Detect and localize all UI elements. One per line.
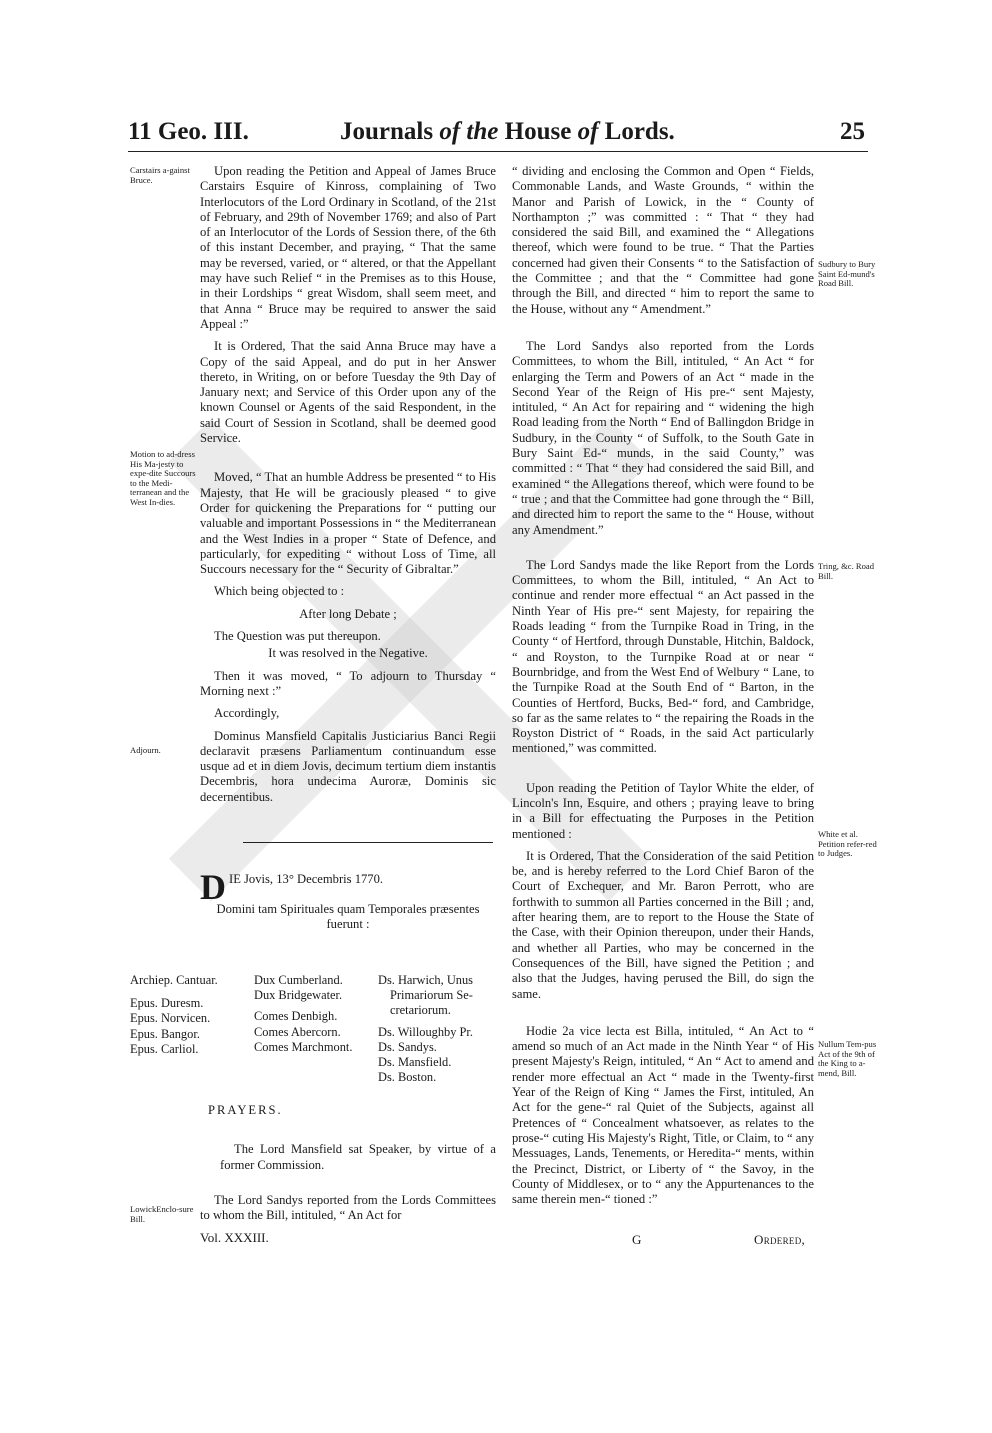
- die-heading: [200, 867, 496, 907]
- negative: It was resolved in the Negative.: [268, 646, 428, 661]
- white-order: It is Ordered, That the Consideration of the said Petition be, and is hereby referred to the Lord Chief Baron of the Court of Exchequer, and Mr. Baron Perrott, who are forthwith to summon all Parties concerned in the Bill ; and, after hearing them, are to report to the House the State of the Case, with their Opinion thereupon, under their Hands, and whether all Parties, who may be concerned in the Consequences of the Bill, have signed the Petition ; and also that the Judges, having perused the Bill, do sign the same.: [512, 848, 814, 1001]
- bruce-order: It is Ordered, That the said Anna Bruce may have a Copy of the said Appeal, and do put in her Answer thereto, in Writing, on or before Tuesday the 9th Day of January next; and Service of this Order upon any of the known Counsel or Agents of the said Respondent, in the said Court of Session in Scotland, shall be deemed good Service.: [200, 339, 496, 446]
- accordingly: Accordingly,: [214, 706, 280, 721]
- list-item: Epus. Duresm.: [130, 996, 204, 1011]
- running-title: [340, 118, 675, 146]
- question: The Question was put thereupon.: [214, 629, 381, 644]
- title-of-2: of: [577, 118, 599, 145]
- die-section: [200, 867, 496, 940]
- right-column: [512, 164, 814, 1214]
- list-item: Primariorum Se-: [390, 988, 473, 1003]
- margin-note-nullum: Nullum Tem-pus Act of the 9th of the King to a-mend, Bill.: [818, 1039, 877, 1078]
- margin-note-motion: Motion to ad-dress His Ma-jesty to expe-dite Succours to the Medi-terranean and the West In-dies.: [130, 449, 196, 507]
- list-item: Ds. Harwich, Unus: [378, 973, 473, 987]
- gibraltar-motion: Moved, “ That an humble Address be presented “ to His Majesty, that He will be graciously pleased “ to give Order for quickening the Preparations for “ putting our valuable and important Possessions in “ the Mediterranean and the West Indies in a proper “ State of Defence, and particularly, for expediting “ without Loss of Time, all Succours necessary for the “ Security of Gibraltar.”: [200, 470, 497, 577]
- list-item: Ds. Boston.: [378, 1070, 437, 1085]
- margin-note-carstairs: Carstairs a-gainst Bruce.: [130, 165, 190, 185]
- list-item: Comes Abercorn.: [254, 1024, 341, 1039]
- prayers-heading: PRAYERS.: [208, 1103, 283, 1117]
- left-column: [200, 164, 496, 812]
- margin-note-white: White et al. Petition refer-red to Judges.: [818, 829, 877, 859]
- carstairs-petition: Upon reading the Petition and Appeal of James Bruce Carstairs Esquire of Kinross, complaining of Two Interlocutors of the Lord Ordinary in Scotland, of the 21st of February, and 29th of November 1769; and also of Part of an Interlocutor of the Lords of Session there, of the 6th of this instant December, and praying, “ That the same may be reversed, varied, or “ altered, or that the Appellant may have such Relief “ in the Premises as to this House, in their Lordships “ great Wisdom, shall seem meet, and that Anna “ Bruce may be required to answer the said Appeal :”: [200, 164, 496, 331]
- adjourn-motion: Then it was moved, “ To adjourn to Thursday “ Morning next :”: [200, 668, 496, 698]
- list-item: Comes Denbigh.: [254, 1009, 338, 1024]
- title-the: the: [466, 118, 499, 145]
- nullum-tempus-reading: Hodie 2a vice lecta est Billa, intituled, “ An Act to “ amend so much of an Act made in the Ninth Year “ of His present Majesty's Reign, intituled, “ An “ Act to amend and render more effectual an Act “ made in the Twenty-first Year of the Reign of King “ James the First, intituled, An Act for the gene-“ ral Quiet of the Subjects, against all Pretences of “ Concealment whatsoever, as relates to the prose-“ cuting His Majesty's Right, Title, or Claim, to “ any Messuages, Lands, Tenements, or Heredita-“ ments, within the Precinct, District, or Liberty of “ the Savoy, in the County of Middlesex, or to “ any the Appurtenances to the same therein men-“ tioned :”: [512, 1023, 814, 1207]
- die-date: IE Jovis, 13° Decembris 1770.: [229, 872, 384, 886]
- list-item: Ds. Willoughby Pr.: [378, 1024, 473, 1039]
- attendance-barons: [378, 973, 498, 1085]
- page-number: 25: [840, 118, 865, 145]
- speaker-note: The Lord Mansfield sat Speaker, by virtue of a former Commission.: [220, 1142, 496, 1172]
- title-of: of: [439, 118, 461, 145]
- catchword: Ordered,: [754, 1232, 806, 1247]
- lowick-report: The Lord Sandys reported from the Lords Committees to whom the Bill, intituled, “ An Act for: [200, 1192, 496, 1223]
- title-house: House: [504, 118, 572, 145]
- drop-cap: D: [200, 867, 226, 907]
- attendance-dukes-earls: [254, 973, 374, 1055]
- objection: Which being objected to :: [214, 584, 345, 599]
- section-rule: [243, 842, 493, 843]
- list-item: Comes Marchmont.: [254, 1039, 353, 1054]
- title-lords: Lords.: [604, 118, 675, 145]
- list-item: Dux Bridgewater.: [254, 988, 343, 1003]
- list-item: Archiep. Cantuar.: [130, 973, 218, 987]
- margin-note-tring: Tring, &c. Road Bill.: [818, 561, 875, 581]
- margin-note-sudbury: Sudbury to Bury Saint Ed-mund's Road Bill.: [818, 259, 876, 289]
- list-item: cretariorum.: [390, 1003, 451, 1018]
- list-item: Epus. Norvicen.: [130, 1011, 211, 1026]
- white-petition: Upon reading the Petition of Taylor White the elder, of Lincoln's Inn, Esquire, and others ; praying leave to bring in a Bill for effectuating the Purposes in the Petition mentioned :: [512, 780, 814, 841]
- attendance-prelates: [130, 973, 248, 1057]
- margin-note-lowick: LowickEnclo-sure Bill.: [130, 1204, 194, 1224]
- list-item: Ds. Mansfield.: [378, 1055, 452, 1070]
- debate: After long Debate ;: [299, 606, 397, 621]
- title-journals: Journals: [340, 118, 434, 145]
- lowick-continued: “ dividing and enclosing the Common and Open “ Fields, Commonable Lands, and Waste Grounds, “ within the Manor and Parish of Lowick, in the “ County of Northampton ;” was committed : “ That “ they had considered the said Bill, and examined the “ Allegations thereof, which were found to be true. “ That the Parties concerned had given their Consents “ to the Satisfaction of the Committee ; and that the “ Committee had gone through the Bill, and directed “ him to report the same to the House, without any “ Amendment.”: [512, 164, 814, 316]
- list-item: Ds. Sandys.: [378, 1039, 437, 1054]
- prayers-section: [200, 1103, 496, 1223]
- volume-signature: Vol. XXXIII.: [200, 1230, 269, 1245]
- list-item: Epus. Carliol.: [130, 1041, 199, 1056]
- margin-note-adjourn: Adjourn.: [130, 745, 161, 755]
- regnal-year: 11 Geo. III.: [128, 118, 249, 145]
- list-item: Dux Cumberland.: [254, 973, 343, 987]
- list-item: Epus. Bangor.: [130, 1026, 200, 1041]
- tring-report: The Lord Sandys made the like Report from the Lords Committees, to whom the Bill, intituled, “ An Act to continue and render more effectual “ an Act passed in the Ninth Year of His pre-“ sent Majesty, for repairing the Roads leading “ from the Turnpike Road in Tring, in the County “ of Hertford, through Dunstable, Hitchin, Baldock, “ and Royston, to the Turnpike Road at or near “ Bournbridge, and from the West End of Welbury “ Lane, to the Turnpike Road at the South End of “ Barton, in the Counties of Hertford, Bucks, Bed-“ ford, and Cambridge, so far as the same relates to “ the repairing the Roads in the Royston District of “ Roads, in the said Act particularly mentioned,” was committed.: [512, 557, 814, 756]
- sudbury-report: The Lord Sandys also reported from the Lords Committees, to whom the Bill, intituled, “ An Act “ for enlarging the Term and Powers of an Act “ made in the Second Year of the Reign of His pre-“ sent Majesty, intituled, “ An Act for repairing and “ widening the high Road leading from the North “ End of Ballingdon Bridge in Sudbury, in the County “ of Suffolk, to the South Gate in Bury Saint Ed-“ munds, in the said County,” was committed : “ That “ they had considered the said Bill, and examined “ the Allegations thereof, which were found to be “ true ; and that the Committee had gone through the “ Bill, and directed him to report the same to the “ House, without any Amendment.”: [512, 338, 814, 537]
- adjournment-latin: Dominus Mansfield Capitalis Justiciarius Banci Regii declaravit præsens Parliamentum continuandum esse usque ad et in diem Jovis, decimum tertium diem instantis Decembris, hora undecima Auroræ, Dominis sic decernentibus.: [200, 728, 496, 804]
- signature-mark: G: [632, 1232, 642, 1247]
- domini-line: Domini tam Spirituales quam Temporales præsentes fuerunt :: [216, 902, 480, 932]
- header-rule: [128, 151, 868, 152]
